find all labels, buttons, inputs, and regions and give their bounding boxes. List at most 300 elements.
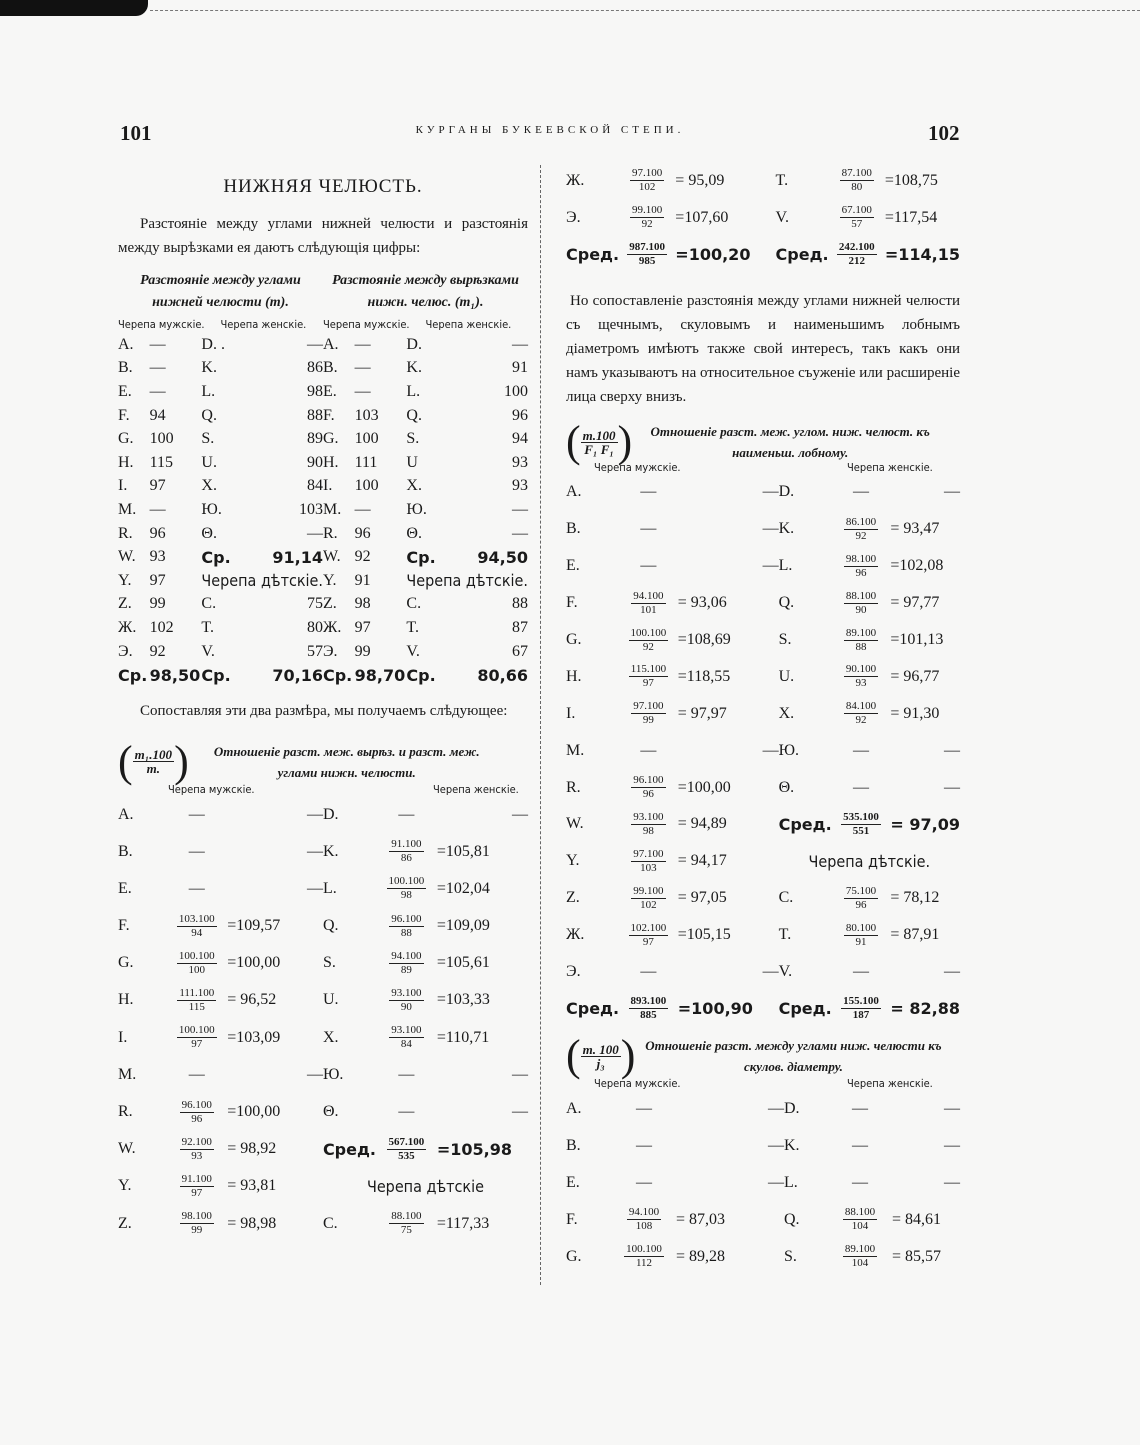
table-cell: 88 xyxy=(306,406,323,424)
fraction-cell xyxy=(166,1205,227,1242)
fraction-numerator: 535.100 xyxy=(843,810,879,823)
label-cell: I. xyxy=(566,704,576,722)
fraction xyxy=(627,241,667,268)
ratio-row xyxy=(566,769,960,806)
fraction-numerator: 89.100 xyxy=(844,1243,876,1256)
table-cell: Ю. xyxy=(406,500,427,518)
measurements-table xyxy=(118,333,528,687)
fraction-numerator: 97.100 xyxy=(632,167,663,179)
ratio-row xyxy=(566,474,960,511)
ratio-row xyxy=(566,990,960,1027)
fraction xyxy=(844,516,878,543)
fraction xyxy=(844,553,878,580)
fraction xyxy=(624,1243,664,1270)
value-cell: — xyxy=(762,963,779,981)
fraction-cell xyxy=(619,990,678,1027)
fraction-cell xyxy=(832,658,891,695)
fraction xyxy=(387,1136,427,1163)
table-cell: Q. xyxy=(201,406,217,424)
table-cell: 94,50 xyxy=(477,547,528,567)
paren-right: ) xyxy=(617,417,633,466)
fraction-cell: — xyxy=(640,483,657,501)
fraction xyxy=(389,950,423,977)
ratio-row xyxy=(566,658,960,695)
fraction-numerator: 93.100 xyxy=(633,810,664,823)
value-cell: =102,08 xyxy=(890,557,944,575)
ratio3-heading xyxy=(566,1031,960,1081)
ratio3-numerator: m. 100 xyxy=(582,1041,619,1057)
label-cell: B. xyxy=(566,520,581,538)
fraction xyxy=(840,204,874,231)
label-cell: G. xyxy=(566,631,582,648)
fraction-numerator: 88.100 xyxy=(391,1210,422,1223)
value-cell: =102,04 xyxy=(436,879,490,897)
fraction-numerator: 100.100 xyxy=(388,875,425,888)
fraction-numerator: 100.100 xyxy=(626,1243,662,1256)
compare-paragraph: Сопоставляя эти два размѣра, мы получаемъ слѣдующее: xyxy=(140,702,508,719)
fraction-denominator: 93 xyxy=(855,677,867,690)
table-cell: W. xyxy=(118,548,136,566)
fraction-denominator: 97 xyxy=(191,1186,203,1199)
table-cell: Ср. xyxy=(322,665,353,685)
table-cell: 84 xyxy=(306,477,323,495)
table-cell: I. xyxy=(118,477,128,495)
table-cell: Э. xyxy=(322,642,338,660)
table-row xyxy=(118,357,528,381)
fraction-numerator: 893.100 xyxy=(630,995,667,1008)
fraction-denominator: 91 xyxy=(855,935,867,948)
value-cell: =103,33 xyxy=(436,991,490,1009)
ratio-row xyxy=(566,1127,960,1164)
table-cell: R. xyxy=(118,524,133,542)
value-cell: — xyxy=(306,842,323,860)
fraction-cell xyxy=(619,806,678,843)
value-cell: =107,60 xyxy=(675,208,729,226)
label-cell: Сред. xyxy=(775,245,829,264)
colhead-male-2: Черепа мужскіе. xyxy=(323,318,410,331)
page-number-right: 102 xyxy=(928,121,960,145)
table-cell: 96 xyxy=(354,524,371,542)
ratio3-formula xyxy=(581,1043,621,1070)
fraction xyxy=(844,885,878,912)
fraction-numerator: 84.100 xyxy=(845,700,877,713)
table-cell: 100 xyxy=(149,430,174,448)
fraction-numerator: 99.100 xyxy=(632,204,663,216)
table-cell: R. xyxy=(322,524,338,542)
fraction-cell xyxy=(376,1019,437,1056)
fraction xyxy=(841,995,881,1022)
fraction-numerator: 242.100 xyxy=(838,241,875,253)
fraction-cell: — xyxy=(852,1173,868,1191)
table-cell: 87 xyxy=(512,618,528,636)
fraction-cell: — xyxy=(188,879,205,897)
table-cell: Черепа дѣтскіе. xyxy=(201,571,323,591)
table-cell: I. xyxy=(322,477,333,495)
fraction-cell xyxy=(376,982,437,1019)
label-cell: A. xyxy=(566,483,582,501)
fraction-denominator: 86 xyxy=(400,852,412,865)
fraction-numerator: 100.100 xyxy=(630,626,667,639)
male-label-3: Черепа мужскіе. xyxy=(594,1077,681,1091)
table-cell: V. xyxy=(201,642,215,660)
value-cell: — xyxy=(512,1065,528,1083)
ratio-row xyxy=(566,806,960,843)
fraction-cell xyxy=(619,769,678,806)
table-cell: 92 xyxy=(149,642,166,660)
value-cell: — xyxy=(944,1136,960,1154)
value-cell: — xyxy=(306,805,323,823)
fraction xyxy=(177,913,217,940)
label-cell: Э. xyxy=(566,963,581,981)
label-cell: H. xyxy=(566,667,582,685)
label-cell: Сред. xyxy=(778,999,832,1019)
fraction-cell: — xyxy=(398,805,415,823)
table-cell: 96 xyxy=(512,406,528,424)
label-cell: S. xyxy=(322,954,336,972)
table-cell: 96 xyxy=(149,524,166,542)
table-cell: 115 xyxy=(149,453,174,471)
fraction xyxy=(389,1210,423,1237)
value-cell: = 89,28 xyxy=(676,1247,726,1265)
table-cell: — xyxy=(354,335,371,353)
fraction-cell: — xyxy=(188,1065,205,1083)
table-cell: — xyxy=(149,382,166,400)
fraction-cell xyxy=(166,1168,227,1205)
ratio2-formula xyxy=(581,429,618,456)
fraction-cell: — xyxy=(398,1103,415,1120)
ratio-row xyxy=(566,1090,960,1127)
fraction xyxy=(631,590,665,617)
table-cell: 103 xyxy=(354,406,379,424)
fraction-denominator: 80 xyxy=(851,181,863,193)
label-cell: Э. xyxy=(566,208,581,226)
fraction-numerator: 93.100 xyxy=(391,986,422,999)
fraction-cell xyxy=(832,990,891,1027)
fraction-denominator: 88 xyxy=(855,640,867,653)
fraction-denominator: 98 xyxy=(642,824,654,837)
fraction xyxy=(844,590,878,617)
value-cell: =117,54 xyxy=(884,208,938,226)
table-cell: H. xyxy=(322,453,339,471)
value-cell: =100,00 xyxy=(227,1103,281,1120)
table-cell: 70,16 xyxy=(272,665,323,685)
value-cell: =105,81 xyxy=(436,842,490,860)
section-title: НИЖНЯЯ ЧЕЛЮСТЬ. xyxy=(223,176,423,197)
table-cell: D. . xyxy=(201,335,225,353)
value-cell: =100,00 xyxy=(227,954,281,972)
label-cell: K. xyxy=(322,842,339,860)
value-cell: = 97,05 xyxy=(677,889,727,907)
fraction-cell: — xyxy=(640,557,657,575)
fraction-numerator: 93.100 xyxy=(391,1024,422,1037)
fraction-denominator: 84 xyxy=(400,1038,412,1051)
fraction-cell xyxy=(832,585,891,622)
fraction-denominator: 57 xyxy=(851,218,863,230)
fraction xyxy=(180,1173,214,1200)
table-cell: 98 xyxy=(306,382,323,400)
fraction xyxy=(180,1099,214,1126)
table-cell: Y. xyxy=(322,571,337,589)
fraction-cell: — xyxy=(853,483,870,501)
label-cell: Θ. xyxy=(778,778,795,796)
table-cell: U xyxy=(406,453,418,471)
fraction-denominator: 92 xyxy=(855,714,867,727)
label-cell: C. xyxy=(322,1214,338,1232)
fraction xyxy=(177,1024,217,1051)
value-cell: — xyxy=(944,963,960,981)
label-cell: R. xyxy=(566,778,581,796)
fraction-denominator: 103 xyxy=(640,861,657,874)
fraction-denominator: 885 xyxy=(640,1009,657,1022)
table-cell: — xyxy=(306,335,323,353)
value-cell: — xyxy=(944,778,960,796)
left-column xyxy=(118,176,528,1242)
fraction-cell: — xyxy=(640,520,657,538)
table-row xyxy=(118,616,528,640)
table-cell: Ср. xyxy=(406,547,436,567)
ratio-row xyxy=(566,1238,960,1275)
label-cell: L. xyxy=(322,879,337,897)
value-cell: = 82,88 xyxy=(890,999,960,1019)
ratio-row xyxy=(118,1056,528,1093)
fraction xyxy=(844,627,878,654)
value-cell: = 97,77 xyxy=(890,594,940,612)
male-label-2: Черепа мужскіе. xyxy=(594,461,681,474)
fraction-numerator: 103.100 xyxy=(178,912,215,925)
fraction xyxy=(631,700,665,727)
label-cell: U. xyxy=(778,667,795,685)
fraction xyxy=(841,811,881,838)
value-cell: — xyxy=(944,1099,960,1117)
fraction-numerator: 94.100 xyxy=(633,589,664,602)
fraction-denominator: 93 xyxy=(191,1149,203,1162)
value-cell: = 97,09 xyxy=(890,814,960,834)
label-cell: W. xyxy=(118,1140,136,1158)
label-cell: Сред. xyxy=(566,999,620,1019)
label-cell: Ю. xyxy=(778,741,800,759)
paren-left: ( xyxy=(566,1031,581,1081)
table-cell: M. xyxy=(322,500,342,518)
fraction-cell: — xyxy=(853,778,870,796)
fraction-numerator: 155.100 xyxy=(843,995,879,1008)
value-cell: =100,00 xyxy=(677,778,731,796)
label-cell: B. xyxy=(118,842,133,860)
table-cell: 99 xyxy=(149,595,166,613)
fraction xyxy=(844,663,878,690)
table-cell: — xyxy=(354,359,371,377)
value-cell: =105,61 xyxy=(436,954,490,972)
fraction-numerator: 88.100 xyxy=(844,1206,876,1219)
value-cell: — xyxy=(944,741,960,759)
fraction-cell xyxy=(166,1019,227,1056)
label-cell: Y. xyxy=(566,852,580,870)
value-cell: =108,69 xyxy=(677,631,731,648)
value-cell: =109,09 xyxy=(436,917,490,935)
female-label-2: Черепа женскіе. xyxy=(847,461,933,474)
fraction-cell xyxy=(376,870,437,907)
table-cell: — xyxy=(149,500,166,518)
value-cell: =110,71 xyxy=(436,1028,490,1046)
value-cell: =117,33 xyxy=(436,1214,490,1232)
ratio3-denominator: j₃ xyxy=(596,1055,605,1071)
fraction-denominator: 90 xyxy=(855,603,867,616)
ratio-numerator: m₁.100 xyxy=(134,747,173,763)
ratio-row xyxy=(118,870,528,907)
female-label: Черепа женскіе. xyxy=(433,782,519,796)
table-cell: T. xyxy=(201,618,214,636)
table-cell: — xyxy=(149,335,166,353)
label-cell: Сред. xyxy=(322,1139,376,1159)
fraction xyxy=(387,875,427,902)
table-row xyxy=(118,380,528,404)
fraction-cell xyxy=(832,806,891,843)
table-cell: 75 xyxy=(306,595,323,613)
label-cell: D. xyxy=(322,805,339,823)
intro-paragraph: Разстояніе между углами нижней челюсти и разстоянія между вырѣзками ея даютъ слѣдующія цифры: xyxy=(118,216,528,256)
table-row xyxy=(118,427,528,451)
paren-right: ) xyxy=(620,1031,636,1081)
table-cell: 93 xyxy=(149,548,166,566)
ratio2-numerator: m.100 xyxy=(582,427,616,443)
label-cell: M. xyxy=(566,741,585,759)
label-cell: V. xyxy=(778,963,793,981)
fraction-cell xyxy=(619,917,678,954)
fraction xyxy=(631,774,665,801)
table-row xyxy=(118,640,528,664)
fraction xyxy=(630,204,664,231)
fraction-numerator: 87.100 xyxy=(841,167,872,179)
label-cell: E. xyxy=(118,879,132,897)
label-cell: F. xyxy=(118,917,130,935)
table-cell: L. xyxy=(201,382,216,400)
page-number-left: 101 xyxy=(120,121,152,145)
table-cell: F. xyxy=(322,406,335,424)
fraction-cell: — xyxy=(852,1099,868,1117)
table-cell: C. xyxy=(406,595,422,613)
table-cell: A. xyxy=(118,335,134,353)
fraction-denominator: 94 xyxy=(191,926,203,939)
table-cell: 103 xyxy=(298,500,323,518)
ratio-row xyxy=(566,880,960,917)
fraction-cell: — xyxy=(636,1173,652,1191)
table-cell: Ю. xyxy=(201,500,222,518)
fraction-denominator: 99 xyxy=(191,1224,203,1237)
value-cell: — xyxy=(512,1103,528,1120)
value-cell: =100,90 xyxy=(677,999,753,1019)
value-cell: — xyxy=(762,557,779,575)
table-cell: — xyxy=(354,500,371,518)
table-cell: F. xyxy=(118,406,130,424)
table-cell: G. xyxy=(118,430,134,448)
ratio-row xyxy=(566,511,960,548)
label-cell: Сред. xyxy=(778,814,832,834)
fraction-numerator: 567.100 xyxy=(388,1135,425,1148)
fraction-denominator: 551 xyxy=(852,824,870,837)
fraction xyxy=(840,167,874,194)
label-cell: H. xyxy=(118,991,134,1009)
fraction-numerator: 90.100 xyxy=(845,663,877,676)
heading-m: Разстояніе между углами нижней челюсти (m). xyxy=(140,273,301,310)
fraction-denominator: 108 xyxy=(635,1220,653,1233)
fraction-cell xyxy=(832,548,891,585)
table-row xyxy=(118,404,528,428)
table-cell: E. xyxy=(322,382,337,400)
paren-left: ( xyxy=(118,736,133,786)
label-cell: X. xyxy=(322,1028,339,1046)
fraction xyxy=(627,1206,661,1233)
fraction-denominator: 92 xyxy=(642,640,654,653)
fraction-numerator: 67.100 xyxy=(841,204,872,216)
table-cell: — xyxy=(354,382,371,400)
value-cell: = 95,09 xyxy=(675,171,725,189)
fraction-cell: — xyxy=(188,805,205,823)
fraction xyxy=(631,811,665,838)
ratio-row xyxy=(118,833,528,870)
fraction-cell: — xyxy=(640,741,657,759)
fraction-denominator: 115 xyxy=(188,1000,205,1013)
fraction-numerator: 99.100 xyxy=(633,884,664,897)
value-cell: = 87,03 xyxy=(676,1210,726,1228)
value-cell: — xyxy=(512,805,528,823)
table-cell: — xyxy=(149,359,166,377)
table-row xyxy=(118,593,528,617)
fraction-numerator: 96.100 xyxy=(633,774,664,787)
fraction-cell xyxy=(832,880,891,917)
table-cell: Y. xyxy=(118,571,132,589)
value-cell: — xyxy=(762,741,779,759)
table-row xyxy=(118,333,528,357)
fraction xyxy=(180,1136,214,1163)
value-cell: — xyxy=(944,483,960,501)
table-cell: L. xyxy=(406,382,421,400)
table-cell: S. xyxy=(201,430,215,448)
ratio-row xyxy=(118,1131,528,1168)
value-cell: =101,13 xyxy=(890,631,944,648)
label-cell: G. xyxy=(566,1247,582,1265)
label-cell: Y. xyxy=(118,1177,132,1195)
colhead-female-2: Черепа женскіе. xyxy=(425,318,512,331)
value-cell: = 91,30 xyxy=(890,704,940,722)
right-column xyxy=(566,162,960,1275)
value-cell: = 87,91 xyxy=(890,926,940,944)
fraction-numerator: 89.100 xyxy=(845,626,877,639)
label-cell: K. xyxy=(784,1136,800,1154)
label-cell: A. xyxy=(566,1099,582,1117)
fraction xyxy=(180,1210,214,1237)
table-cell: S. xyxy=(406,430,420,448)
label-cell: T. xyxy=(778,926,792,944)
label-cell: Θ. xyxy=(322,1103,339,1120)
table-cell: 67 xyxy=(512,642,528,660)
value-cell: — xyxy=(768,1136,784,1154)
fraction xyxy=(630,167,664,194)
value-cell: = 96,77 xyxy=(890,667,940,685)
fraction xyxy=(389,913,423,940)
table-row xyxy=(118,451,528,475)
table-cell: Черепа дѣтскіе. xyxy=(406,571,528,591)
fraction-cell xyxy=(166,907,227,944)
value-cell: = 85,57 xyxy=(892,1247,942,1265)
table-cell: T. xyxy=(406,618,419,636)
value-cell: =114,15 xyxy=(884,245,960,264)
value-cell: = 93,06 xyxy=(677,594,727,612)
fraction-denominator: 985 xyxy=(638,255,656,267)
running-title: КУРГАНЫ БУКЕЕВСКОЙ СТЕПИ. xyxy=(415,124,685,136)
fraction-denominator: 102 xyxy=(638,181,656,193)
table-cell: 100 xyxy=(354,430,379,448)
male-label: Черепа мужскіе. xyxy=(168,782,255,796)
scan-artifact-mark xyxy=(0,0,148,16)
